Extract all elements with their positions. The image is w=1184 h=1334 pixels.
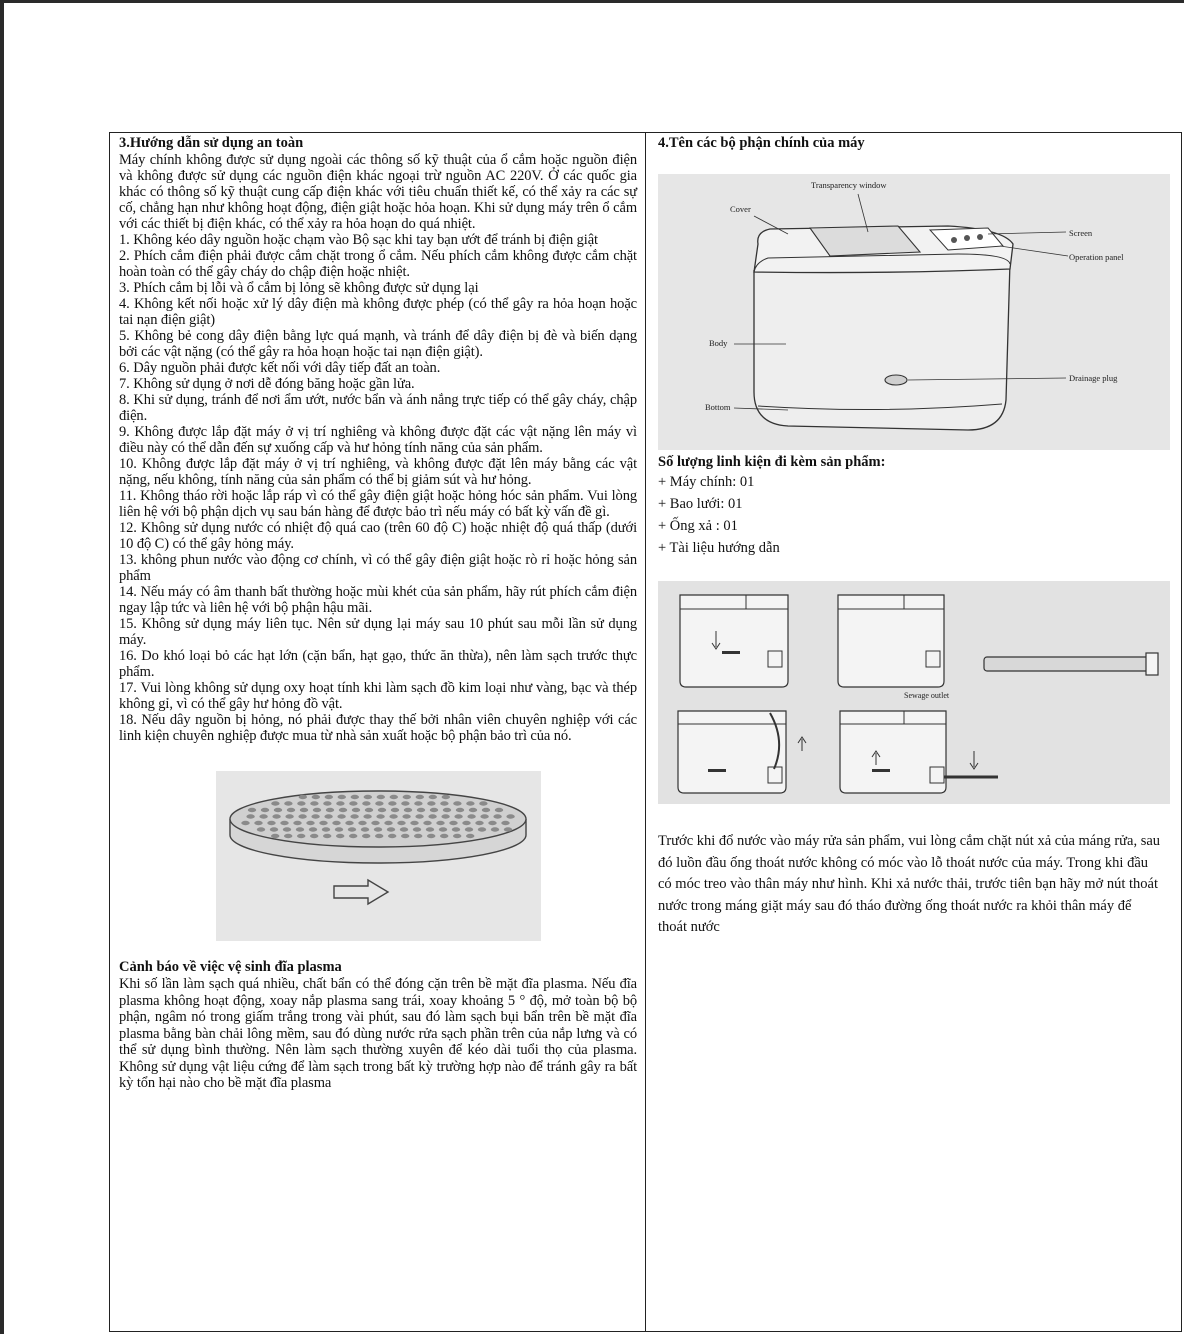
safety-item: 3. Phích cắm bị lỗi và ổ cắm bị lỏng sẽ không được sử dụng lại bbox=[119, 280, 479, 296]
safety-item: 11. Không tháo rời hoặc lắp ráp vì có thể gây điện giật hoặc hỏng hóc sản phẩm. Vui lòng liên hệ với bộ phận dịch vụ sau bán hàng để được bảo trì nếu máy có bất kỳ vấn đề gì. bbox=[119, 488, 637, 520]
safety-item: 6. Dây nguồn phải được kết nối với dây tiếp đất an toàn. bbox=[119, 360, 441, 376]
safety-item: 14. Nếu máy có âm thanh bất thường hoặc mùi khét của sản phẩm, hãy rút phích cắm điện ngay lập tức và liên hệ với bộ phận hậu mãi. bbox=[119, 584, 637, 616]
accessories-list bbox=[658, 471, 1173, 559]
label-sewage-outlet: Sewage outlet bbox=[904, 691, 950, 700]
label-body: Body bbox=[709, 338, 728, 348]
plasma-disc-figure bbox=[216, 771, 541, 941]
safety-heading: 3.Hướng dẫn sử dụng an toàn bbox=[119, 135, 304, 151]
drain-instructions bbox=[658, 831, 1163, 939]
window-left-edge bbox=[0, 0, 4, 1334]
safety-item: 10. Không được lắp đặt máy ở vị trí nghiêng, và không được đặt lên máy bằng các vật nặng, nếu không, tính năng của sản phẩm có thể bị giảm sút và hư hỏng. bbox=[119, 456, 637, 488]
safety-item: 17. Vui lòng không sử dụng oxy hoạt tính khi làm sạch đồ kim loại như vàng, bạc và thép không gỉ, vì có thể gây hư hỏng đồ vật. bbox=[119, 680, 637, 712]
safety-item: 18. Nếu dây nguồn bị hỏng, nó phải được thay thế bởi nhân viên chuyên nghiệp với các linh kiện chuyên nghiệp được mua từ nhà sản xuất hoặc bộ phận bảo trì của nó. bbox=[119, 712, 637, 744]
machine-parts-diagram bbox=[658, 174, 1170, 450]
safety-item: 12. Không sử dụng nước có nhiệt độ quá cao (trên 60 độ C) hoặc nhiệt độ quá thấp (dưới 10 độ C) có thể gây hỏng máy. bbox=[119, 520, 637, 552]
column-divider bbox=[645, 133, 646, 1331]
plasma-warning-text: Khi số lần làm sạch quá nhiều, chất bẩn có thể đóng cặn trên bề mặt đĩa plasma. Nếu đĩa plasma không hoạt động, xoay nắp plasma sang trái, xoay khoảng 5 ° độ, mở toàn bộ bộ phận, ngâm nó trong giấm trắng trong vài phút, sau đó làm sạch bụi bẩn trên bề mặt đĩa plasma bằng bàn chải lông mềm, sau đó dùng nước rửa sạch phần trên của nắp lưng và có thể sử dụng bình thường. Nên làm sạch thường xuyên để kéo dài tuổi thọ của plasma. Không sử dụng vật liệu cứng để làm sạch trong bất kỳ trường hợp nào để tránh gây ra bất kỳ tổn hại nào cho bề mặt đĩa plasma bbox=[119, 976, 637, 1091]
accessories-heading: Số lượng linh kiện đi kèm sản phẩm: bbox=[658, 454, 886, 470]
plasma-warning-heading: Cảnh báo về việc vệ sinh đĩa plasma bbox=[119, 959, 342, 975]
left-column bbox=[119, 135, 637, 1092]
plasma-disc-drawing bbox=[216, 771, 541, 941]
label-drainage-plug: Drainage plug bbox=[1069, 373, 1118, 383]
safety-item: 4. Không kết nối hoặc xử lý dây điện mà không được phép (có thể gây ra hỏa hoạn hoặc tai nạn điện giật) bbox=[119, 296, 637, 328]
safety-item: 16. Do khó loại bỏ các hạt lớn (cặn bẩn, hạt gạo, thức ăn thừa), nên làm sạch trước thực phẩm. bbox=[119, 648, 637, 680]
label-bottom: Bottom bbox=[705, 402, 731, 412]
safety-item: 1. Không kéo dây nguồn hoặc chạm vào Bộ sạc khi tay bạn ướt để tránh bị điện giật bbox=[119, 232, 598, 248]
safety-item: 8. Khi sử dụng, tránh để nơi ẩm ướt, nước bẩn và ánh nắng trực tiếp có thể gây cháy, chập điện. bbox=[119, 392, 637, 424]
safety-list bbox=[119, 232, 637, 744]
parts-heading: 4.Tên các bộ phận chính của máy bbox=[658, 135, 865, 151]
accessory-item: + Tài liệu hướng dẫn bbox=[658, 540, 780, 556]
safety-item: 15. Không sử dụng máy liên tục. Nên sử dụng lại máy sau 10 phút sau mỗi lần sử dụng máy. bbox=[119, 616, 637, 648]
right-column bbox=[658, 135, 1173, 939]
safety-item: 7. Không sử dụng ở nơi dễ đóng băng hoặc gần lửa. bbox=[119, 376, 415, 392]
label-cover: Cover bbox=[730, 204, 751, 214]
safety-item: 13. không phun nước vào động cơ chính, vì có thể gây điện giật hoặc rò rỉ hoặc hỏng sản phẩm bbox=[119, 552, 637, 584]
drain-instructions-text: Trước khi đổ nước vào máy rửa sản phẩm, vui lòng cắm chặt nút xả của máng rửa, sau đó luồn đầu ống thoát nước không có móc vào lỗ thoát nước của máy. Trong khi đầu có móc treo vào thân máy như hình. Khi xả nước thải, trước tiên bạn hãy mở nút thoát nước trong máng giặt máy sau đó tháo đường ống thoát nước ra khỏi thân máy để thoát nước bbox=[658, 833, 1161, 935]
drain-install-figure bbox=[658, 581, 1170, 804]
label-transparency-window: Transparency window bbox=[811, 180, 887, 190]
label-operation-panel: Operation panel bbox=[1069, 252, 1124, 262]
safety-item: 9. Không được lắp đặt máy ở vị trí nghiêng và không được đặt các vật nặng lên máy vì điều này có thể dẫn đến sự xuống cấp và hư hỏng tính năng của sản phẩm. bbox=[119, 424, 637, 456]
accessory-item: + Bao lưới: 01 bbox=[658, 496, 743, 512]
label-screen: Screen bbox=[1069, 228, 1093, 238]
document-table bbox=[109, 132, 1182, 1332]
accessory-item: + Ống xả : 01 bbox=[658, 518, 738, 534]
safety-item: 2. Phích cắm điện phải được cắm chặt trong ổ cắm. Nếu phích cắm không được cắm chặt hoàn toàn có thể gây cháy do chập điện hoặc nhiệt. bbox=[119, 248, 637, 280]
accessory-item: + Máy chính: 01 bbox=[658, 474, 755, 490]
machine-outline bbox=[658, 174, 1170, 450]
window-top-edge bbox=[0, 0, 1184, 3]
safety-item: 5. Không bẻ cong dây điện bằng lực quá mạnh, và tránh để dây điện bị đè và biến dạng bởi các vật nặng (có thể gây ra hỏa hoạn hoặc tai nạn điện giật). bbox=[119, 328, 637, 360]
safety-intro: Máy chính không được sử dụng ngoài các thông số kỹ thuật của ổ cắm hoặc nguồn điện và không được sử dụng các nguồn điện khác ngoại trừ nguồn AC 220V. Ở các quốc gia khác có thông số kỹ thuật cung cấp điện khác với tiêu chuẩn thiết kế, có thể xảy ra các sự cố, chẳng hạn như không hoạt động, điện giật hoặc hỏa hoạn. Khi sử dụng máy trên ổ cắm với các thiết bị điện khác, có thể xảy ra hỏa hoạn do quá nhiệt. bbox=[119, 152, 637, 232]
